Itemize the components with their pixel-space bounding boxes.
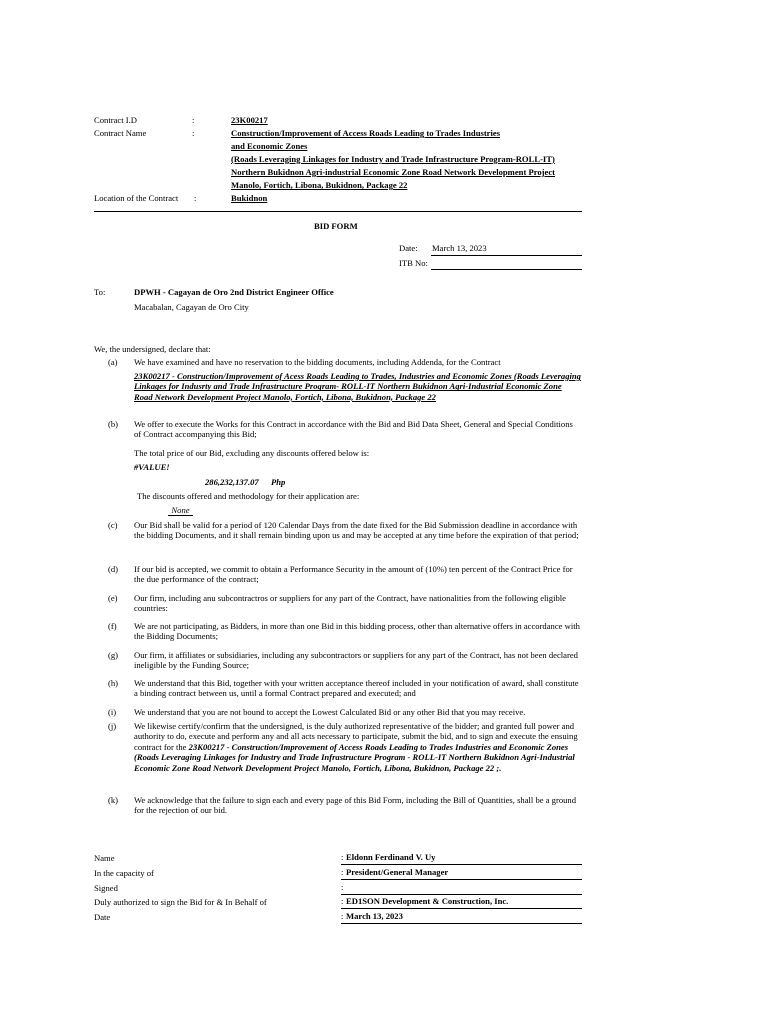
to-label: To: [94, 287, 106, 297]
signature-capacity-value: President/General Manager [346, 867, 449, 877]
clause-b-discounts: The discounts offered and methodology for their application are: [137, 491, 360, 501]
signature-behalf-line [341, 896, 582, 909]
clause-e-text: Our firm, including anu subcontractros or suppliers for any part of the Contract, have nationalities from the following eligible countries: [134, 593, 566, 614]
clause-h-text: We understand that this Bid, together with your written acceptance thereof included in your notification of award, shall constitute a binding contract between us, until a formal Contract prepared and executed; and [134, 678, 579, 699]
clause-a-text: We have examined and have no reservation to the bidding documents, including Addenda, for the Contract [134, 357, 501, 367]
signature-capacity-colon: : [341, 867, 344, 877]
clause-j-tail: ;. [496, 762, 502, 773]
contract-name-colon: : [192, 128, 195, 138]
clause-i-mark: (i) [108, 707, 117, 717]
itb-label: ITB No: [399, 258, 428, 268]
to-address: Macabalan, Cagayan de Oro City [134, 302, 249, 312]
location-colon: : [194, 193, 197, 203]
signature-name-value: Eldonn Ferdinand V. Uy [346, 852, 436, 862]
itb-field [431, 258, 582, 270]
date-label: Date: [399, 243, 418, 253]
location-value: Bukidnon [231, 193, 268, 203]
bid-form-title: BID FORM [314, 221, 358, 231]
signature-name-label: Name [94, 853, 115, 863]
clause-j-contract: 23K00217 - Construction/Improvement of Access Roads Leading to Trades Industries and Economic Zones (Roads Leveraging Linkages for Industry and Trade Infrastructure Program - ROLL-IT Northern Bukidnon Agri-Industrial Economic Zone Road Network Development Project Manolo, Fortich, Libona, Bukidnon, Package 22 [134, 741, 575, 773]
signature-date-line [341, 911, 582, 924]
clause-b-currency: Php [271, 477, 286, 487]
clause-c-mark: (c) [108, 520, 118, 530]
clause-k-mark: (k) [108, 795, 119, 805]
clause-b-amount: 286,232,137.07 [205, 477, 259, 487]
location-label: Location of the Contract [94, 193, 179, 203]
clause-d-mark: (d) [108, 564, 119, 574]
clause-a-contract: 23K00217 - Construction/Improvement of Acess Roads Leading to Trades, Industries and Economic Zones (Roads Leveraging Linkages for Indusrty and Trade Infrastructure Program- ROLL-IT Northern Bukidnon Agri-Industrial Economic Zone Road Network Development Project Manolo, Fortich, Libona, Bukidnon, Package 22 [134, 371, 581, 402]
signature-date-value: March 13, 2023 [346, 911, 403, 921]
signature-date-colon: : [341, 911, 344, 921]
clause-h-mark: (h) [108, 678, 119, 688]
signature-capacity-line [341, 867, 582, 880]
contract-name-line-3: (Roads Leveraging Linkages for Industry and Trade Infrastructure Program-ROLL-IT) [231, 154, 555, 164]
clause-j-paragraph [134, 721, 582, 773]
contract-name-line-2: and Economic Zones [231, 141, 308, 151]
contract-id-label: Contract I.D [94, 115, 137, 125]
clause-b-mark: (b) [108, 419, 119, 429]
clause-f-text: We are not participating, as Bidders, in more than one Bid in this bidding process, other than alternative offers in accordance with the Bidding Documents; [134, 621, 580, 642]
signature-name-colon: : [341, 852, 344, 862]
clause-j-text: We likewise certify/confirm that the undersigned, is the duly authorized representative of the bidder; and granted full power and authority to do, execute and perform any and all acts necessary to participate, submit the bid, and to sign and execute the ensuing contract for the [134, 721, 578, 752]
contract-id-value: 23K00217 [231, 115, 268, 125]
clause-g-text: Our firm, it affiliates or subsidiaries, including any subcontractors or suppliers for any part of the Contract, has not been declared ineligible by the Funding Source; [134, 650, 578, 671]
clause-a-mark: (a) [108, 357, 118, 367]
contract-name-line-4: Northern Bukidnon Agri-industrial Economic Zone Road Network Development Project [231, 167, 556, 177]
signature-date-label: Date [94, 912, 111, 922]
clause-i-text: We understand that you are not bound to accept the Lowest Calculated Bid or any other Bid that you may receive. [134, 707, 526, 717]
date-field [431, 243, 582, 256]
date-value: March 13, 2023 [432, 243, 487, 253]
clause-g-mark: (g) [108, 650, 119, 660]
declare-text: We, the undersigned, declare that: [94, 344, 211, 354]
contract-id-colon: : [192, 115, 195, 125]
clause-k-text: We acknowledge that the failure to sign each and every page of this Bid Form, including the Bill of Quantities, shall be a ground for the rejection of our bid. [134, 795, 577, 816]
clause-b-text: We offer to execute the Works for this Contract in accordance with the Bid and Bid Data Sheet, General and Special Conditions of Contract accompanying this Bid; [134, 419, 573, 440]
clause-d-text: If our bid is accepted, we commit to obtain a Performance Security in the amount of (10%) ten percent of the Contract Price for the due performance of the contract; [134, 564, 573, 585]
signature-capacity-label: In the capacity of [94, 868, 154, 878]
signature-signed-line [341, 882, 582, 895]
contract-name-label: Contract Name [94, 128, 147, 138]
clause-e-mark: (e) [108, 593, 118, 603]
clause-b-none: None [168, 505, 193, 516]
signature-behalf-label: Duly authorized to sign the Bid for & In Behalf of [94, 897, 267, 907]
signature-behalf-colon: : [341, 896, 344, 906]
clause-b-total: The total price of our Bid, excluding any discounts offered below is: [134, 448, 370, 458]
clause-j-mark: (j) [108, 721, 117, 731]
signature-name-line [341, 852, 582, 865]
contract-name-line-1: Construction/Improvement of Access Roads Leading to Trades Industries [231, 128, 501, 138]
clause-b-value-error: #VALUE! [134, 462, 170, 472]
header-divider [94, 211, 582, 212]
to-office: DPWH - Cagayan de Oro 2nd District Engineer Office [134, 287, 334, 297]
contract-name-line-5: Manolo, Fortich, Libona, Bukidnon, Package 22 [231, 180, 408, 190]
signature-signed-colon: : [341, 882, 344, 892]
clause-c-text: Our Bid shall be valid for a period of 120 Calendar Days from the date fixed for the Bid Submission deadline in accordance with the bidding Documents, and it shall remain binding upon us and may be accepted at any time before the expiration of that period; [134, 520, 579, 541]
signature-signed-label: Signed [94, 883, 118, 893]
clause-f-mark: (f) [108, 621, 117, 631]
signature-behalf-value: ED1SON Development & Construction, Inc. [346, 896, 509, 906]
